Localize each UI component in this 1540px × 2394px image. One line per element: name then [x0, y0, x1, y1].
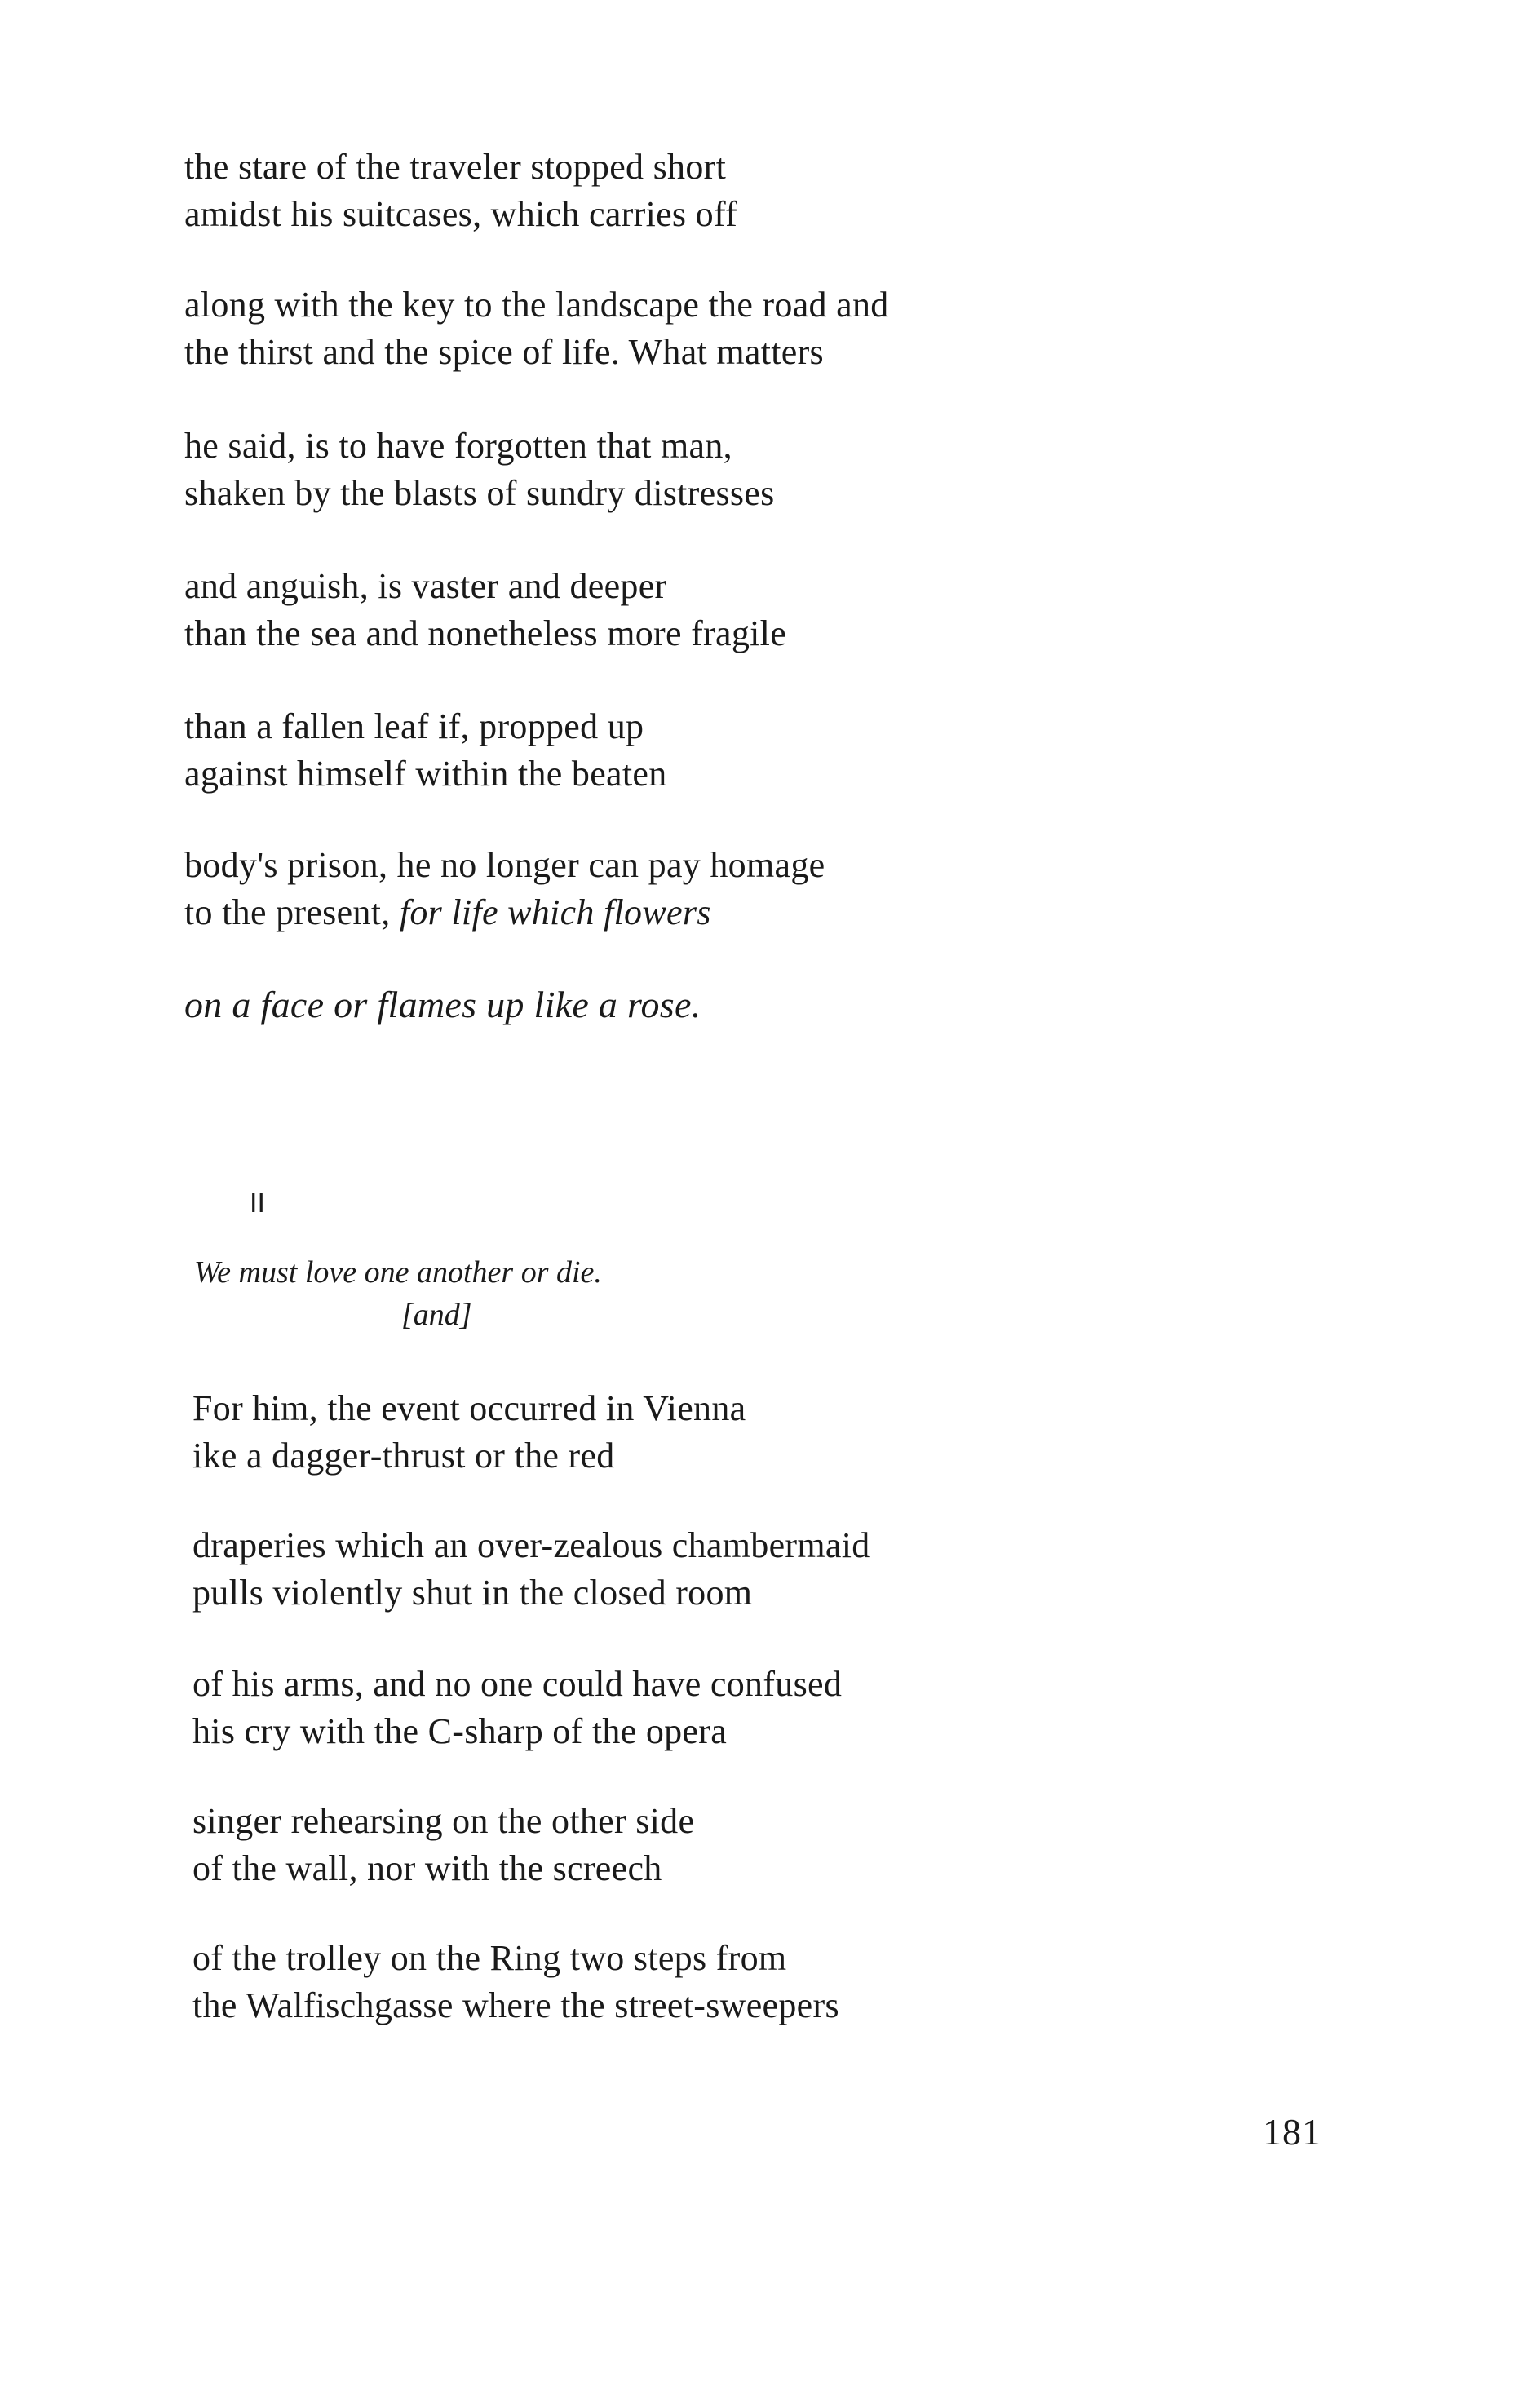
epigraph-attribution: [and] — [401, 1298, 472, 1332]
poem-line: the stare of the traveler stopped short — [184, 147, 727, 187]
poem-line: against himself within the beaten — [184, 754, 667, 794]
poem-line: pulls violently shut in the closed room — [192, 1573, 753, 1613]
poem-line: of his arms, and no one could have confused — [192, 1664, 843, 1704]
page-number: 181 — [1263, 2111, 1321, 2153]
poem-line: than the sea and nonetheless more fragile — [184, 613, 787, 653]
poem-line: he said, is to have forgotten that man, — [184, 426, 732, 466]
poem-line: the thirst and the spice of life. What matters — [184, 332, 824, 372]
poem-line: body's prison, he no longer can pay homage — [184, 845, 825, 885]
poem-line: and anguish, is vaster and deeper — [184, 566, 667, 606]
poem-line: draperies which an over-zealous chambermaid — [192, 1525, 870, 1565]
poem-line-italic: for life which flowers — [399, 892, 711, 932]
poem-line: the Walfischgasse where the street-sweepers — [192, 1985, 839, 2025]
poem-line: ike a dagger-thrust or the red — [192, 1436, 615, 1476]
poem-line: amidst his suitcases, which carries off — [184, 194, 738, 234]
poem-line: of the wall, nor with the screech — [192, 1848, 662, 1888]
poem-line: along with the key to the landscape the road and — [184, 285, 889, 325]
poem-line-italic: on a face or flames up like a rose. — [184, 984, 701, 1025]
poem-line: shaken by the blasts of sundry distresses — [184, 473, 775, 513]
poem-line: singer rehearsing on the other side — [192, 1801, 695, 1841]
poem-line — [184, 889, 711, 936]
section-number: II — [250, 1188, 265, 1219]
poem-line: than a fallen leaf if, propped up — [184, 706, 644, 746]
poem-line: his cry with the C-sharp of the opera — [192, 1711, 728, 1751]
poem-line-roman: to the present, — [184, 892, 400, 932]
poem-line: For him, the event occurred in Vienna — [192, 1388, 746, 1428]
poem-line: of the trolley on the Ring two steps from — [192, 1938, 787, 1978]
epigraph: We must love one another or die. — [194, 1255, 602, 1290]
